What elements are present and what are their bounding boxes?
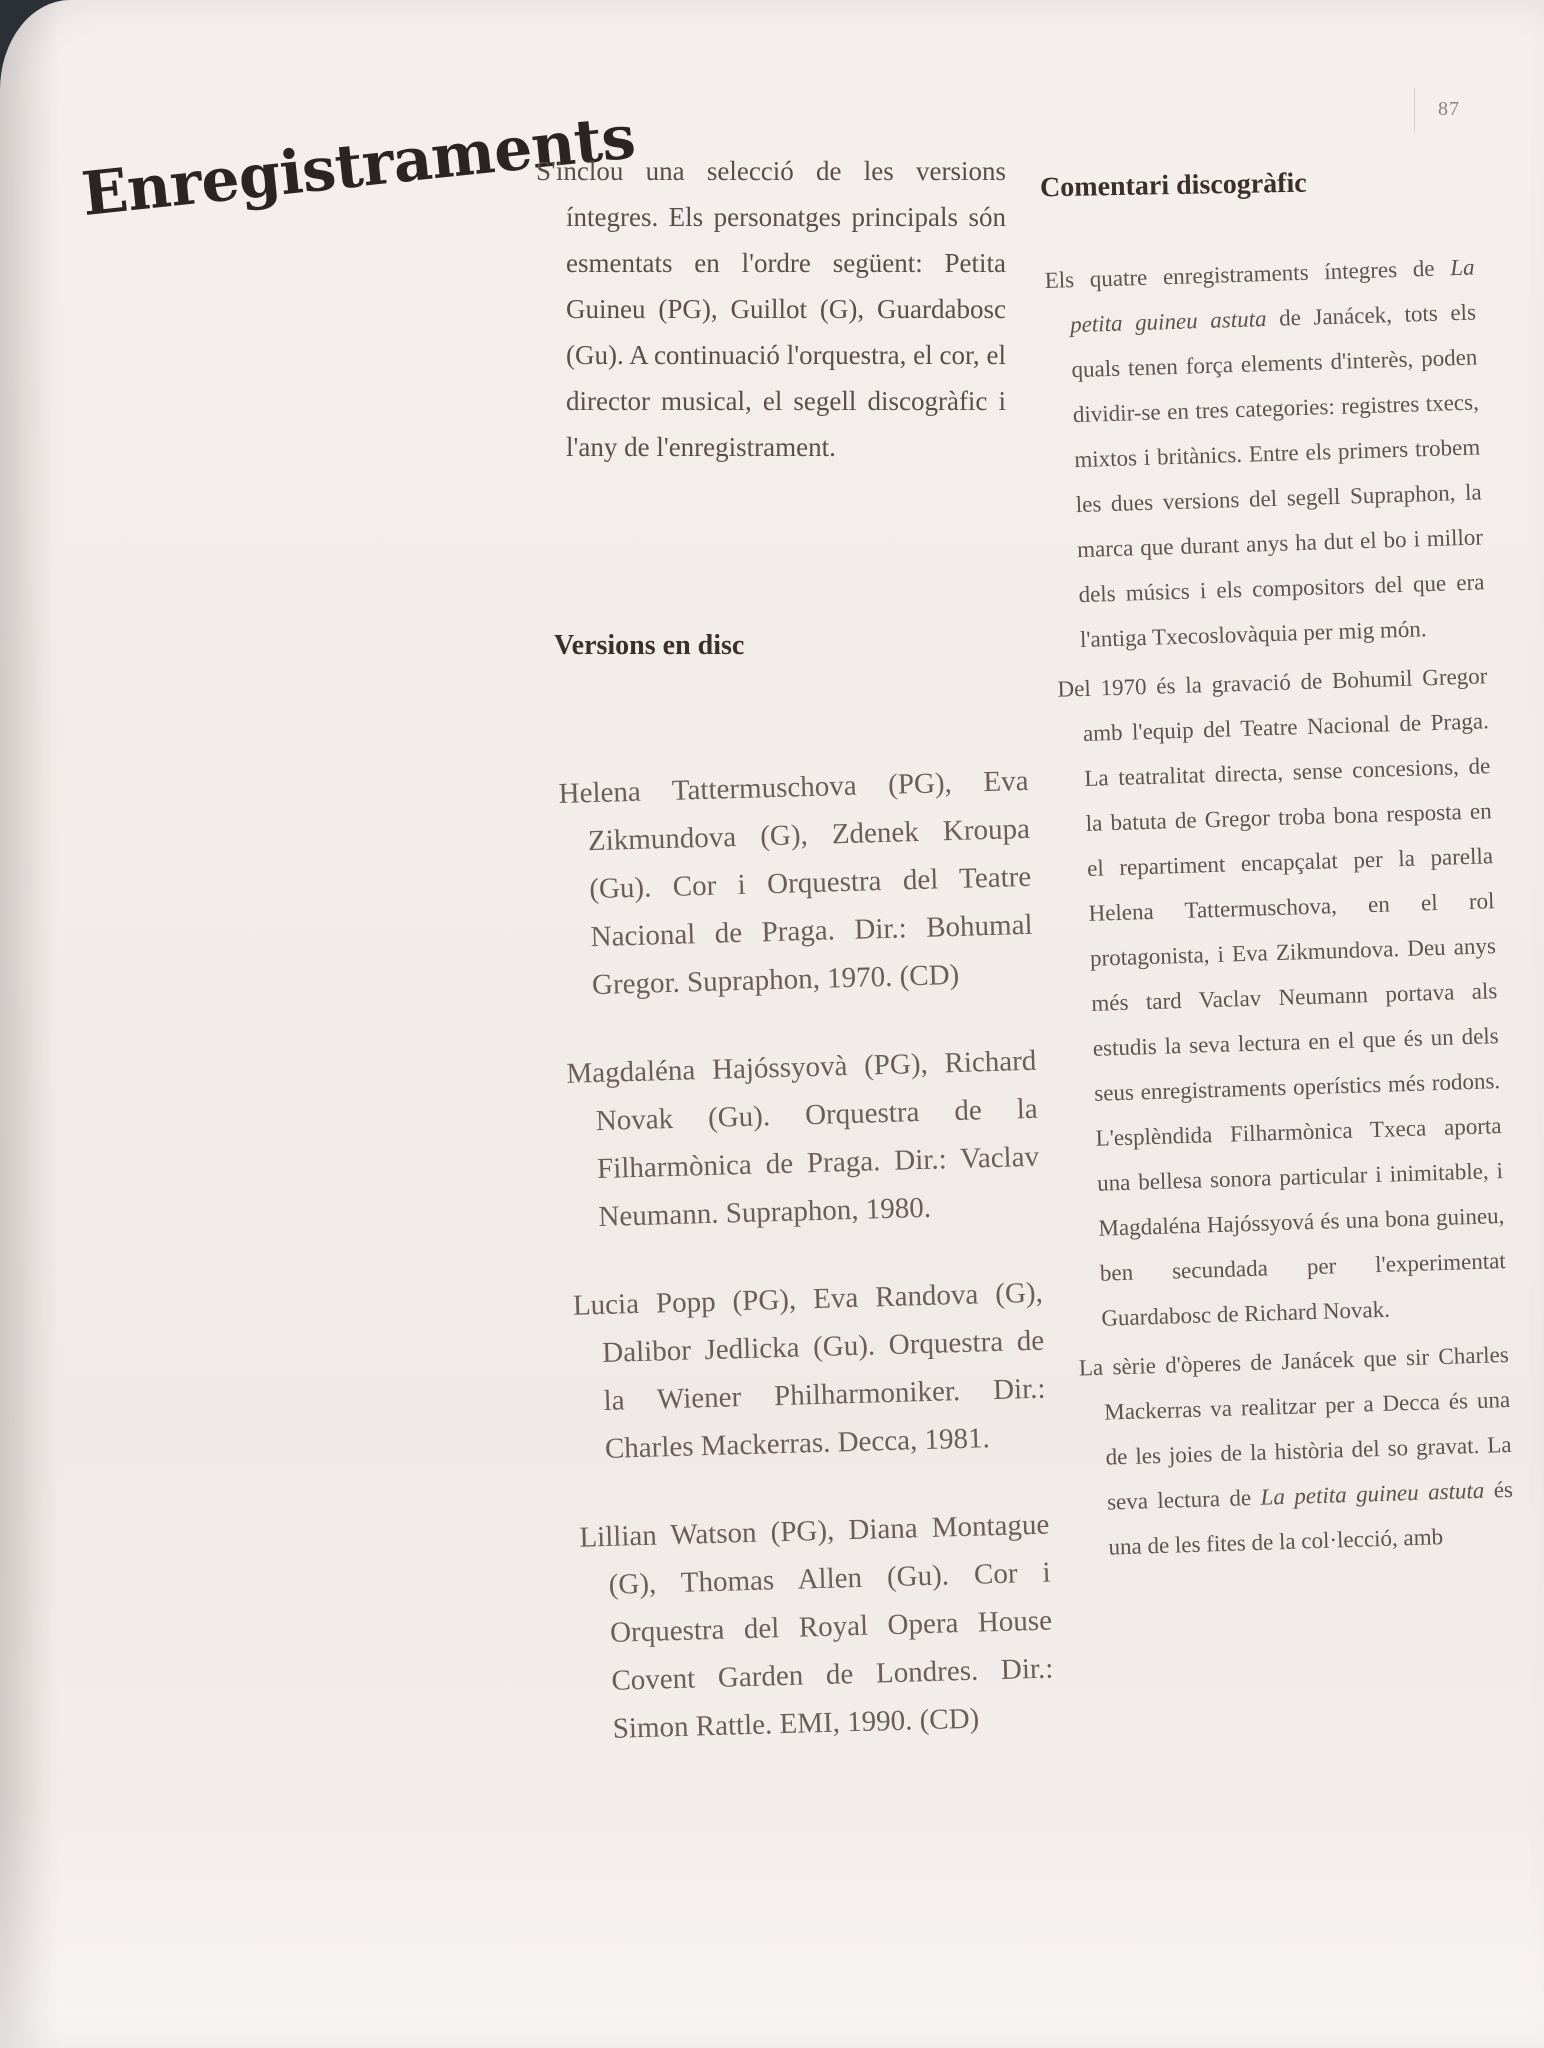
recording-entry-4: Lillian Watson (PG), Diana Montague (G), Thomas Allen (Gu). Cor i Orquestra del Royal Opera House Covent Garden de Londres. Dir.: Simon Rattle. EMI, 1990. (CD) — [578, 1508, 1054, 1745]
commentary-p1-text-a: Els quatre enregistraments íntegres de — [1044, 255, 1451, 293]
recording-entry-2: Magdaléna Hajóssyovà (PG), Richard Novak (Gu). Orquestra de la Filharmònica de Praga. Dir.: Vaclav Neumann. Supraphon, 1980. — [566, 1044, 1040, 1234]
commentary-column — [1044, 244, 1515, 1574]
opera-title: La petita guineu astuta — [1260, 1477, 1485, 1510]
commentary-paragraph-3 — [1078, 1332, 1515, 1570]
commentary-p3-text-b: és una de les fites de la col·lecció, amb — [1108, 1476, 1514, 1560]
intro-text: S'inclou una selecció de les versions íntegres. Els personatges principals són esmentats en l'ordre següent: Petita Guineu (PG), Guillot (G), Guardabosc (Gu). A continuació l'orquestra, el cor, el director musical, el segell discogràfic i l'any de l'enregistrament. — [536, 156, 1006, 462]
versions-heading: Versions en disc — [554, 630, 745, 661]
recording-list — [558, 757, 1056, 1794]
commentary-paragraph-2: Del 1970 és la gravació de Bohumil Gregor amb l'equip del Teatre Nacional de Praga. La teatralitat directa, sense concesions, de la batuta de Gregor troba bona resposta en el repartiment encapçalat per la parella Helena Tattermuschova, en el rol protagonista, i Eva Zikmundova. Deu anys més tard Vaclav Neumann portava als estudis la seva lectura en el que és un dels seus enregistraments operístics més rodons. L'esplèndida Filharmònica Txeca aporta una bellesa sonora particular i inimitable, i Magdaléna Hajóssyová és una bona guineu, ben secundada per l'experimentat Guardabosc de Richard Novak. — [1057, 663, 1507, 1331]
page-number-rule — [1414, 88, 1415, 132]
intro-column — [536, 148, 1006, 470]
commentary-p3-text-a: La sèrie d'òperes de Janácek que sir Charles Mackerras va realitzar per a Decca és una de les joies de la història del so gravat. La seva lectura de — [1078, 1341, 1512, 1515]
commentary-heading: Comentari discogràfic — [1039, 167, 1307, 204]
commentary-p1-text-b: de Janácek, tots els quals tenen força elements d'interès, poden dividir-se en tres categories: registres txecs, mixtos i britànics. Entre els primers trobem les dues versions del segell Supraphon, la marca que durant anys ha dut el bo i millor dels músics i els compositors del que era l'antiga Txecoslovàquia per mig món. — [1071, 299, 1485, 653]
section-title: Enregistraments — [78, 102, 639, 230]
page-number: 87 — [1438, 98, 1460, 120]
opera-title: La petita guineu astuta — [1069, 254, 1475, 338]
commentary-paragraph-1 — [1044, 244, 1487, 662]
recording-entry-3: Lucia Popp (PG), Eva Randova (G), Dalibor Jedlicka (Gu). Orquestra de la Wiener Philharmoniker. Dir.: Charles Mackerras. Decca, 1981. — [572, 1276, 1046, 1465]
recording-entry-1: Helena Tattermuschova (PG), Eva Zikmundova (G), Zdenek Kroupa (Gu). Cor i Orquestra del Teatre Nacional de Praga. Dir.: Bohumal Gregor. Supraphon, 1970. (CD) — [558, 764, 1033, 1002]
